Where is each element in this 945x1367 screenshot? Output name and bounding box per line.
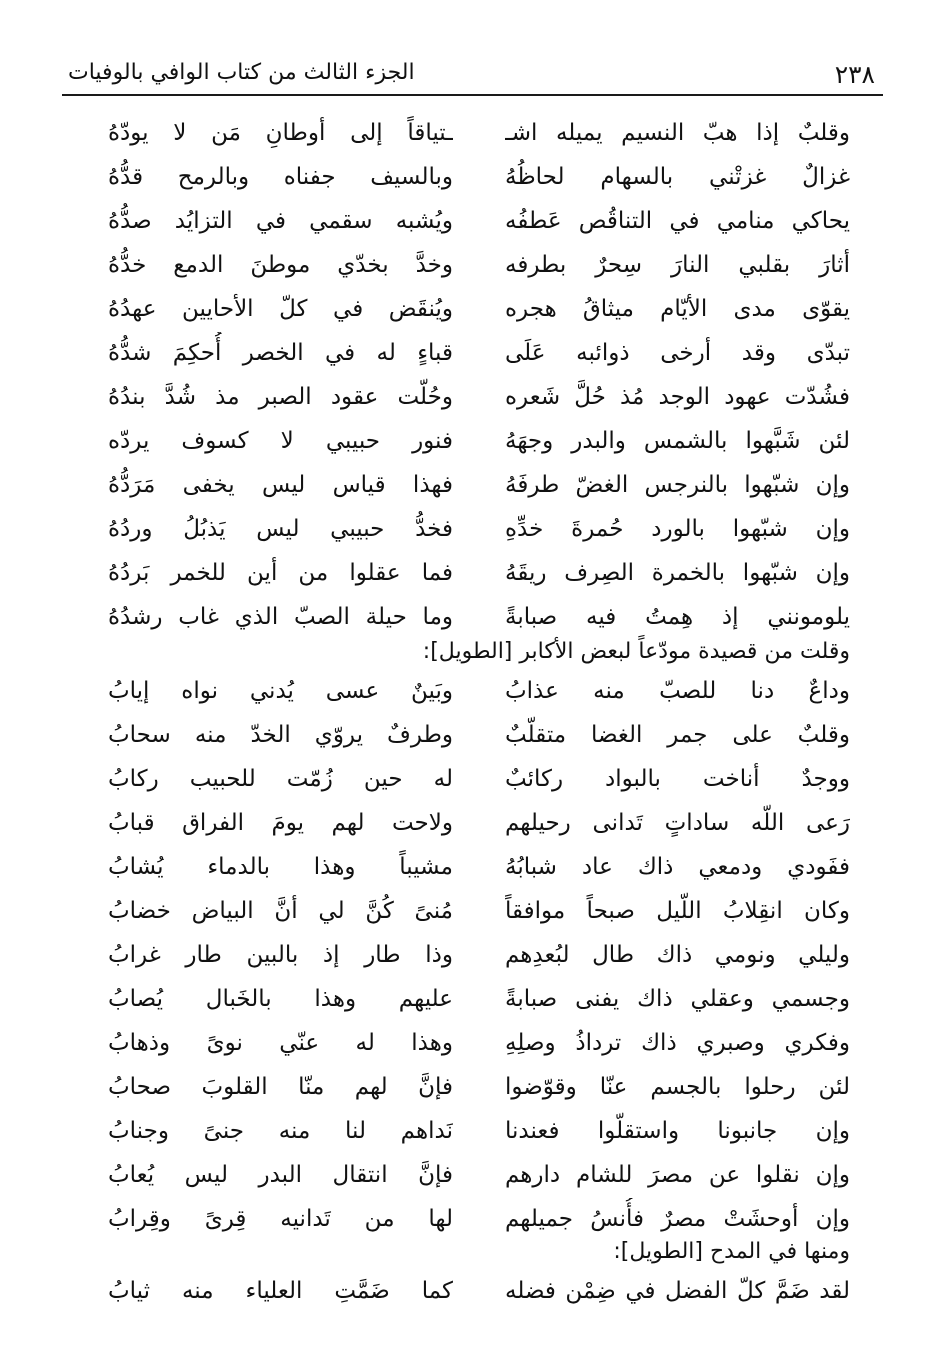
second-hemistich: ويُشبه سقمي في التزايُد صدُّهُ bbox=[108, 208, 453, 234]
first-hemistich: غزالٌ غزتْني بالسهام لحاظُهُ bbox=[505, 164, 850, 190]
second-hemistich: قباءٍ له في الخصر أُحكِمَ شدُّهُ bbox=[108, 340, 453, 366]
poem-introduction: ومنها في المدح [الطويل]: bbox=[613, 1239, 850, 1264]
verse bbox=[0, 112, 945, 156]
second-hemistich: وهذا له عنّي نوىً وذهابُ bbox=[108, 1030, 453, 1056]
verse bbox=[0, 288, 945, 332]
page-number: ٢٣٨ bbox=[834, 60, 875, 89]
verse bbox=[0, 200, 945, 244]
first-hemistich: أثارَ بقلبي النارَ سِحرٌ بطرفه bbox=[505, 252, 850, 278]
second-hemistich: لها من تَدانيه قِرىً وقِرابُ bbox=[108, 1206, 453, 1232]
second-hemistich: وذا طار إذ بالبين طار غرابُ bbox=[108, 942, 453, 968]
second-hemistich: فما عقلوا من أين للخمر بَردُهُ bbox=[108, 560, 453, 586]
second-hemistich: فإنَّ لهم منّا القلوبَ صحابُ bbox=[108, 1074, 453, 1100]
first-hemistich: ووجدٌ أناخت بالبواد ركائبٌ bbox=[505, 766, 850, 792]
second-hemistich: ولاحت لهم يومَ الفراق قبابُ bbox=[108, 810, 453, 836]
first-hemistich: وإن شبّهوا بالنرجس الغضّ طرفَهُ bbox=[505, 472, 850, 498]
second-hemistich: وبالسيف جفناه وبالرمح قدُّهُ bbox=[108, 164, 453, 190]
first-hemistich: يقوّى مدى الأيّام ميثاقُ هجره bbox=[505, 296, 850, 322]
verse bbox=[0, 1270, 945, 1314]
second-hemistich: نَداهم لنا منه جنىً وجنابُ bbox=[108, 1118, 453, 1144]
second-hemistich: وحُلّت عقود الصبر مذ شُدَّ بندُهُ bbox=[108, 384, 453, 410]
first-hemistich: وقلبٌ على جمر الغضا متقلّبٌ bbox=[505, 722, 850, 748]
second-hemistich: كما ضَمَّتِ العلياء منه ثيابُ bbox=[108, 1278, 453, 1304]
verse bbox=[0, 332, 945, 376]
first-hemistich: وإن أوحشَتْ مصرٌ فأُنسُ جميلهم bbox=[505, 1206, 850, 1232]
verse bbox=[0, 846, 945, 890]
second-hemistich: فإنَّ انتقال البدر ليس يُعابُ bbox=[108, 1162, 453, 1188]
second-hemistich: ـتياقاً إلى أوطانِ مَن لا يودّهُ bbox=[108, 120, 453, 146]
verse bbox=[0, 934, 945, 978]
first-hemistich: وليلي ونومي ذاك طال لبُعدِهم bbox=[505, 942, 850, 968]
second-hemistich: مشيباً وهذا بالدماء يُشابُ bbox=[108, 854, 453, 880]
first-hemistich: يلومونني إذ هِمتُ فيه صبابةً bbox=[505, 604, 850, 630]
first-hemistich: وكان انقِلابُ اللّيل صبحاً موافقاً bbox=[505, 898, 850, 924]
verse bbox=[0, 758, 945, 802]
first-hemistich: وقلبٌ إذا هبّ النسيم يميله اشـ bbox=[505, 120, 850, 146]
first-hemistich: رَعى اللّه ساداتٍ تَدانى رحيلهم bbox=[505, 810, 850, 836]
second-hemistich: مُنىً كُنَّ لي أنَّ البياض خضابُ bbox=[108, 898, 453, 924]
first-hemistich: لئن شَبَّهوا بالشمس والبدر وجهَهُ bbox=[505, 428, 850, 454]
first-hemistich: لقد ضَمَّ كلّ الفضل في ضِمْن فضله bbox=[505, 1278, 850, 1304]
first-hemistich: وإن شبّهوا بالخمرة الصِرف ريقَهُ bbox=[505, 560, 850, 586]
verse bbox=[0, 890, 945, 934]
first-hemistich: لئن رحلوا بالجسم عنّا وقوّضوا bbox=[505, 1074, 850, 1100]
second-hemistich: وخدَّ بخدّي موطنَ الدمع خدُّهُ bbox=[108, 252, 453, 278]
first-hemistich: وإن جانبونا واستقلّوا فعندنا bbox=[505, 1118, 850, 1144]
verse bbox=[0, 1022, 945, 1066]
second-hemistich: وما حيلة الصبّ الذي غاب رشدُهُ bbox=[108, 604, 453, 630]
verse bbox=[0, 508, 945, 552]
verse bbox=[0, 244, 945, 288]
verse bbox=[0, 156, 945, 200]
first-hemistich: ففَودي ودمعي ذاك عاد شبابُهُ bbox=[505, 854, 850, 880]
second-hemistich: ويُنقَض في كلّ الأحايين عهدُهُ bbox=[108, 296, 453, 322]
first-hemistich: وإن نقلوا عن مصرَ للشام دارهم bbox=[505, 1162, 850, 1188]
verse bbox=[0, 1066, 945, 1110]
verse bbox=[0, 1110, 945, 1154]
second-hemistich: عليهم وهذا بالخَبال يُصابُ bbox=[108, 986, 453, 1012]
first-hemistich: يحاكي منامي في التناقُص عَطفُه bbox=[505, 208, 850, 234]
verse bbox=[0, 714, 945, 758]
verse bbox=[0, 420, 945, 464]
verse bbox=[0, 1154, 945, 1198]
first-hemistich: وإن شبّهوا بالورد حُمرةَ خدِّهِ bbox=[505, 516, 850, 542]
first-hemistich: وفكري وصبري ذاك ترداذُ وصلِهِ bbox=[505, 1030, 850, 1056]
first-hemistich: وداعٌ دنا للصبّ منه عذابُ bbox=[505, 678, 850, 704]
second-hemistich: وطرفٌ يروّي الخدّ منه سحابُ bbox=[108, 722, 453, 748]
first-hemistich: تبدّى وقد أرخى ذوائبه عَلَى bbox=[505, 340, 850, 366]
verse bbox=[0, 376, 945, 420]
verse bbox=[0, 464, 945, 508]
verse bbox=[0, 978, 945, 1022]
second-hemistich: وبَينٌ عسى يُدني نواه إيابُ bbox=[108, 678, 453, 704]
second-hemistich: فنور حبيبي لا كسوف يردّه bbox=[108, 428, 453, 454]
verse bbox=[0, 552, 945, 596]
running-title: الجزء الثالث من كتاب الوافي بالوفيات bbox=[68, 60, 415, 85]
first-hemistich: فشُدّت عهود الوجد مُذ حُلَّ شَعره bbox=[505, 384, 850, 410]
poem-introduction: وقلت من قصيدة مودّعاً لبعض الأكابر [الطويل]: bbox=[422, 639, 850, 664]
second-hemistich: فخدُّ حبيبي ليس يَذبُلُ وردُهُ bbox=[108, 516, 453, 542]
first-hemistich: وجسمي وعقلي ذاك يفنى صبابةً bbox=[505, 986, 850, 1012]
verse bbox=[0, 670, 945, 714]
page-header bbox=[62, 54, 883, 96]
second-hemistich: فهذا قياس ليس يخفى مَرَدُّهُ bbox=[108, 472, 453, 498]
verse bbox=[0, 802, 945, 846]
second-hemistich: له حين زُمّت للحبيب ركابُ bbox=[108, 766, 453, 792]
